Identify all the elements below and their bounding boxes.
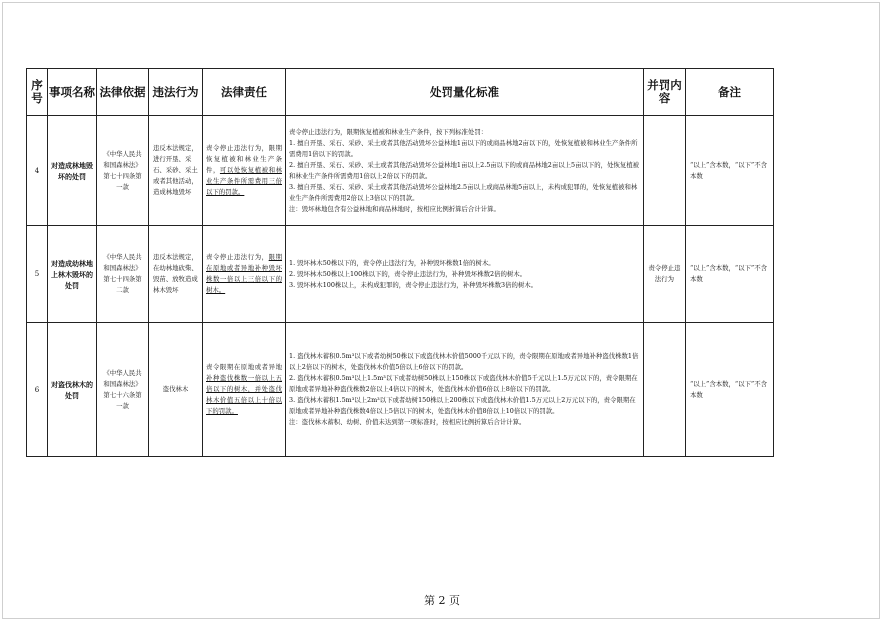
standard-line: 1. 毁坏林木50株以下的，责令停止违法行为，补种毁坏株数1倍的树木。 [289, 258, 495, 267]
row-act-cell [149, 323, 203, 457]
row-remark: “以上”含本数，“以下”不含本数 [690, 379, 767, 399]
standard-line: 3. 擅自开垦、采石、采砂、采土或者其他活动毁坏公益林地2.5亩以上或商品林地5亩以上，未构成犯罪的，处恢复植被和林业生产条件所需费用2倍以上3倍以下的罚款。 [289, 182, 638, 202]
row-seq: 4 [27, 116, 48, 226]
row-seq: 5 [27, 226, 48, 323]
row-standard [286, 127, 643, 215]
row-remark-cell [686, 226, 774, 323]
header-basis: 法律依据 [97, 69, 149, 116]
row-item: 对造成幼林地上林木毁坏的处罚 [51, 258, 93, 290]
row-basis-cell [97, 323, 149, 457]
row-seq: 6 [27, 323, 48, 457]
row-item-cell [48, 116, 97, 226]
resp-plain: 责令停止违法行为， [206, 253, 269, 261]
row-concurrent: 责令停止违法行为 [648, 264, 681, 283]
row-item: 对造成林地毁坏的处罚 [51, 160, 93, 181]
standard-line: 3. 盗伐林木蓄积1.5m³以上2m³以下或者幼树150株以上200株以下或盗伐林木价值1.5万元以上2万元以下的，责令限期在原地或者异地补种盗伐株数4倍以上5倍以下的树木，处盗伐林木价值8倍以上10倍以下的罚款。 [289, 396, 636, 415]
row-item-cell [48, 226, 97, 323]
row-basis-cell [97, 116, 149, 226]
header-row [27, 69, 774, 116]
row-basis: 《中华人民共和国森林法》第七十六条第一款 [103, 368, 142, 410]
resp-underlined: 限期在原地或者异地补种毁坏株数一倍以上三倍以下的树木。 [206, 253, 283, 294]
header-remark: 备注 [686, 69, 774, 116]
row-remark: “以上”含本数，“以下”不含本数 [690, 160, 767, 180]
row-basis-cell [97, 226, 149, 323]
row-concurrent-cell [644, 116, 686, 226]
table-row [27, 226, 774, 323]
resp-plain: 责令限期在原地或者异地 [206, 363, 282, 371]
header-seq: 序号 [27, 69, 48, 116]
row-basis: 《中华人民共和国森林法》第七十四条第二款 [103, 253, 142, 294]
row-concurrent-cell [644, 323, 686, 457]
row-resp-cell [203, 116, 286, 226]
resp-underlined: 可以处恢复植被和林业生产条件所需费用三倍以下的罚款。 [206, 166, 282, 196]
row-concurrent-cell [644, 226, 686, 323]
standard-line: 1. 盗伐林木蓄积0.5m³以下或者幼树50株以下或盗伐林木价值5000千元以下的，责令限期在原地或者异地补种盗伐株数1倍以上2倍以下的树木，处盗伐林木价值5倍以上6倍以下的罚款。 [289, 352, 639, 371]
resp-underlined: 补种盗伐株数一倍以上五倍以下的树木，并处盗伐林木价值五倍以上十倍以下的罚款。 [206, 374, 282, 415]
row-standard-cell [286, 226, 644, 323]
table-row [27, 323, 774, 457]
header-act: 违法行为 [149, 69, 203, 116]
row-item: 对盗伐林木的处罚 [51, 379, 93, 400]
table-row [27, 116, 774, 226]
row-standard-cell [286, 323, 644, 457]
standard-line: 2. 擅自开垦、采石、采砂、采土或者其他活动毁坏公益林地1亩以上2.5亩以下的或商品林地2亩以上5亩以下的，处恢复植被和林业生产条件所需费用1倍以上2倍以下的罚款。 [289, 160, 640, 180]
row-standard-cell [286, 116, 644, 226]
row-responsibility [203, 143, 285, 198]
row-remark-cell [686, 323, 774, 457]
standard-line: 2. 毁坏林木50株以上100株以下的，责令停止违法行为，补种毁坏株数2倍的树木。 [289, 269, 527, 278]
row-resp-cell [203, 226, 286, 323]
row-act-cell [149, 116, 203, 226]
row-remark-cell [686, 116, 774, 226]
row-act: 违反本法规定，进行开垦、采石、采砂、采土或者其他活动，造成林地毁坏 [153, 144, 198, 196]
standard-line: 责令停止违法行为，限期恢复植被和林业生产条件，按下列标准处罚： [289, 127, 488, 136]
row-remark: “以上”含本数，“以下”不含本数 [690, 264, 767, 283]
header-item: 事项名称 [48, 69, 97, 116]
standard-line: 注：盗伐林木蓄积、幼树、价值未达到第一项标准时，按相应比例折算后合计计算。 [289, 418, 526, 426]
row-act: 盗伐林木 [162, 385, 189, 393]
row-item-cell [48, 323, 97, 457]
penalty-table [26, 68, 774, 457]
header-standard: 处罚量化标准 [286, 69, 644, 116]
row-basis: 《中华人民共和国森林法》第七十四条第一款 [103, 149, 142, 191]
standard-line: 3. 毁坏林木100株以上，未构成犯罪的，责令停止违法行为，补种毁坏株数3倍的树木。 [289, 280, 538, 289]
row-standard [286, 351, 643, 428]
row-resp-cell [203, 323, 286, 457]
standard-line: 1. 擅自开垦、采石、采砂、采土或者其他活动毁坏公益林地1亩以下的或商品林地2亩以下的，处恢复植被和林业生产条件所需费用1倍以下的罚款。 [289, 138, 638, 158]
row-responsibility [203, 362, 285, 417]
resp-plain: 责令停止违法行为，限期恢复植被和林业生产条件， [206, 144, 282, 174]
row-act-cell [149, 226, 203, 323]
header-concurrent: 并罚内容 [644, 69, 686, 116]
standard-line: 2. 盗伐林木蓄积0.5m³以上1.5m³以下或者幼树50株以上150株以下或盗伐林木价值5千元以上1.5万元以下的，责令限期在原地或者异地补种盗伐株数2倍以上4倍以下的树木，处盗伐林木价值6倍以上8倍以下的罚款。 [289, 374, 638, 393]
header-responsibility: 法律责任 [203, 69, 286, 116]
row-responsibility [203, 252, 285, 296]
standard-line: 注：毁坏林地包含有公益林地和商品林地时，按相应比例折算后合计计算。 [289, 204, 500, 213]
row-act: 违反本法规定，在幼林地砍柴、毁苗、放牧造成林木毁坏 [153, 253, 198, 294]
row-standard [286, 258, 643, 291]
page-number: 第 2 页 [424, 594, 460, 607]
